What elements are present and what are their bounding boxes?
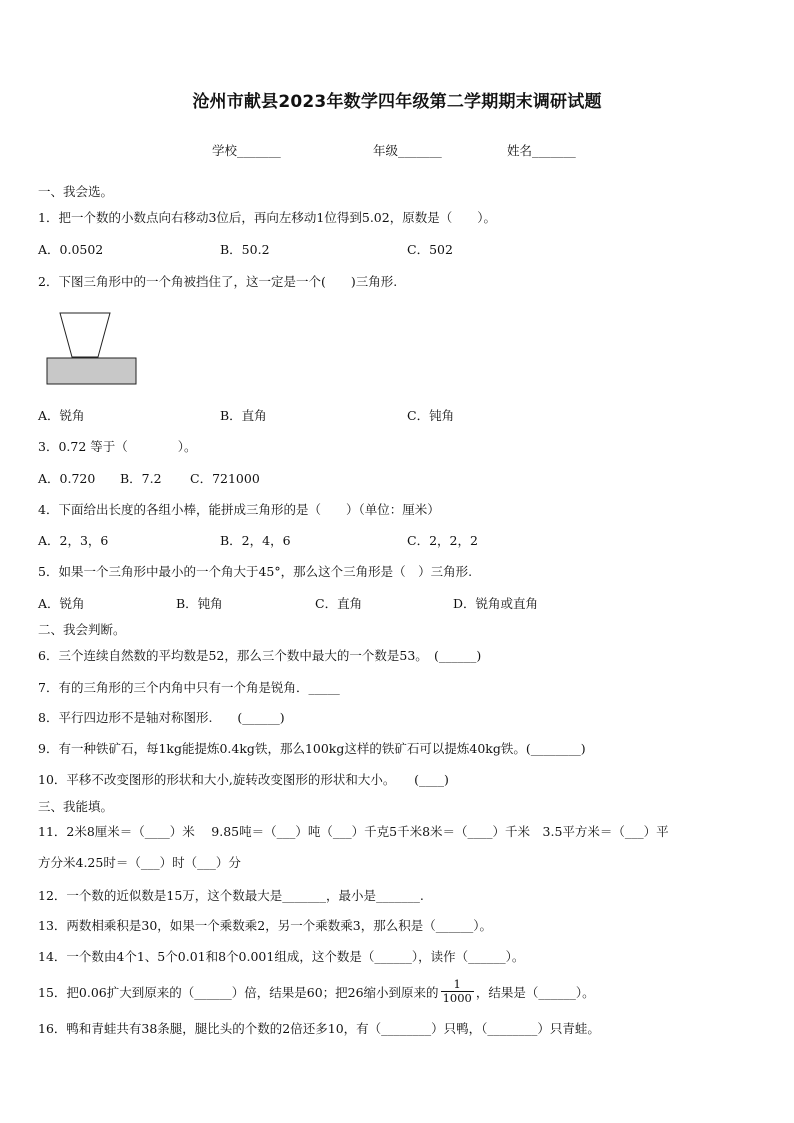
section-heading-3: 三、我能填。 (38, 799, 114, 814)
question-12: 12．一个数的近似数是15万，这个数最大是_______，最小是_______. (38, 888, 424, 903)
section-heading-2: 二、我会判断。 (38, 622, 126, 637)
q2-option-c[interactable]: C．钝角 (407, 408, 455, 423)
q1-option-a[interactable]: A．0.0502 (38, 242, 104, 257)
q5-option-c[interactable]: C．直角 (315, 596, 363, 611)
question-15 (38, 977, 595, 1007)
question-5: 5．如果一个三角形中最小的一个角大于45°，那么这个三角形是（ ）三角形. (38, 564, 473, 579)
question-10: 10．平移不改变图形的形状和大小,旋转改变图形的形状和大小。 (____) (38, 772, 449, 787)
q4-option-c[interactable]: C．2，2，2 (407, 533, 478, 548)
question-1: 1．把一个数的小数点向右移动3位后，再向左移动1位得到5.02，原数是（ ）。 (38, 210, 496, 225)
page-title: 沧州市献县2023年数学四年级第二学期期末调研试题 (192, 92, 602, 112)
fraction (441, 978, 474, 1005)
question-8: 8．平行四边形不是轴对称图形. (______) (38, 710, 285, 725)
question-3: 3．0.72 等于（ ）。 (38, 439, 197, 454)
q1-option-b[interactable]: B．50.2 (220, 242, 270, 257)
question-9: 9．有一种铁矿石，每1kg能提炼0.4kg铁，那么100kg这样的铁矿石可以提炼40kg铁。(________) (38, 741, 586, 756)
q4-option-a[interactable]: A．2，3，6 (38, 533, 109, 548)
fraction-numerator: 1 (453, 977, 461, 991)
blocking-rectangle (47, 358, 136, 384)
question-16: 16．鸭和青蛙共有38条腿，腿比头的个数的2倍还多10，有（________）只鸭，（________）只青蛙。 (38, 1021, 600, 1036)
triangle-shape (60, 313, 110, 357)
question-7: 7．有的三角形的三个内角中只有一个角是锐角．_____ (38, 680, 340, 695)
question-13: 13．两数相乘积是30，如果一个乘数乘2，另一个乘数乘3，那么积是（______）。 (38, 918, 492, 933)
question-6: 6．三个连续自然数的平均数是52，那么三个数中最大的一个数是53。 (______) (38, 648, 482, 663)
q3-option-b[interactable]: B．7.2 (120, 471, 162, 486)
triangle-blocked-icon (40, 305, 140, 387)
q15-part-1: 15．把0.06扩大到原来的（______）倍，结果是60；把26缩小到原来的 (38, 985, 439, 1000)
q15-part-2: ，结果是（______）。 (475, 985, 595, 1000)
school-field[interactable]: 学校_______ (212, 143, 281, 158)
q5-option-d[interactable]: D．锐角或直角 (453, 596, 539, 611)
grade-field[interactable]: 年级_______ (373, 143, 442, 158)
q2-option-a[interactable]: A．锐角 (38, 408, 85, 423)
question-4: 4．下面给出长度的各组小棒，能拼成三角形的是（ ）（单位：厘米） (38, 502, 440, 517)
q2-option-b[interactable]: B．直角 (220, 408, 267, 423)
question-11-line-2: 方分米4.25时＝（___）时（___）分 (38, 855, 241, 870)
q3-option-a[interactable]: A．0.720 (38, 471, 96, 486)
q4-option-b[interactable]: B．2，4，6 (220, 533, 291, 548)
fraction-denominator: 1000 (442, 991, 472, 1005)
q5-option-b[interactable]: B．钝角 (176, 596, 223, 611)
name-field[interactable]: 姓名_______ (507, 143, 576, 158)
q5-option-a[interactable]: A．锐角 (38, 596, 85, 611)
question-2: 2．下图三角形中的一个角被挡住了，这一定是一个( )三角形. (38, 274, 398, 289)
section-heading-1: 一、我会选。 (38, 184, 114, 199)
question-14: 14．一个数由4个1、5个0.01和8个0.001组成，这个数是（______），读作（______）。 (38, 949, 525, 964)
question-11-line-1: 11．2米8厘米＝（____）米 9.85吨＝（___）吨（___）千克5千米8米＝（____）千米 3.5平方米＝（___）平 (38, 824, 669, 839)
q3-option-c[interactable]: C．721000 (190, 471, 260, 486)
q1-option-c[interactable]: C．502 (407, 242, 453, 257)
